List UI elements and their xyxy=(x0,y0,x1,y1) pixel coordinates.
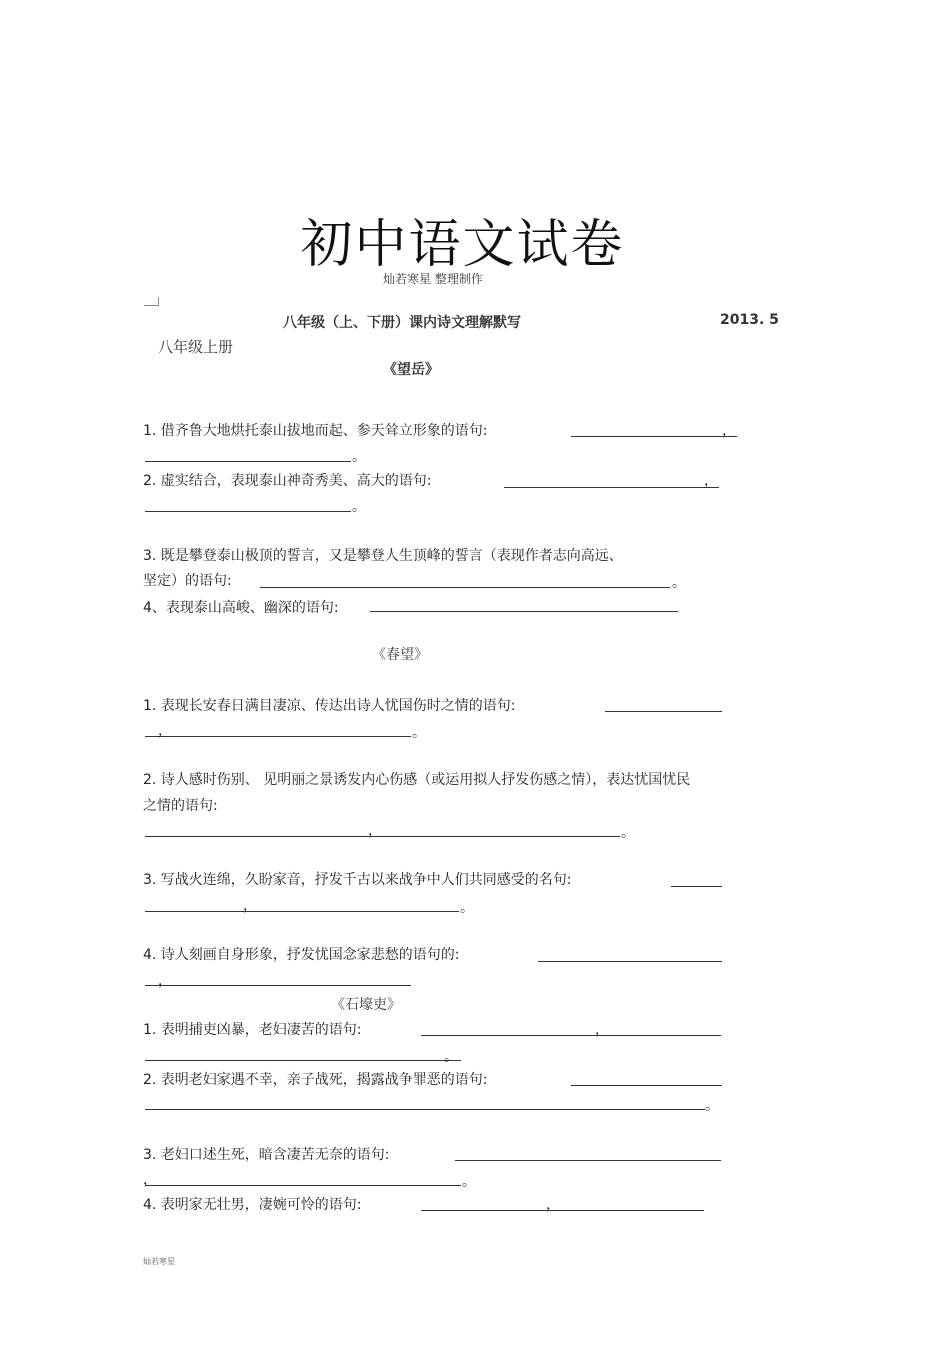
question-text: 2. 表明老妇家遇不幸，亲子战死，揭露战争罪恶的语句: xyxy=(143,1072,488,1088)
period: 。 xyxy=(460,900,474,916)
answer-blank[interactable] xyxy=(605,711,722,712)
comma: ， xyxy=(722,423,736,439)
question-text: 4、表现泰山高峻、幽深的语句: xyxy=(143,600,339,616)
period: 。 xyxy=(352,449,366,465)
answer-blank[interactable] xyxy=(370,611,678,612)
answer-blank[interactable] xyxy=(671,886,722,887)
answer-blank[interactable] xyxy=(145,736,411,737)
question-text-cont: 坚定）的语句: xyxy=(143,573,232,589)
page-title: 初中语文试卷 xyxy=(300,215,625,275)
period: 。 xyxy=(352,499,366,515)
answer-blank[interactable] xyxy=(571,1085,722,1086)
answer-blank[interactable] xyxy=(455,1160,721,1161)
period: 。 xyxy=(412,725,426,741)
period: 。 xyxy=(444,1049,458,1065)
answer-blank[interactable] xyxy=(145,1109,705,1110)
question-text: 1. 表明捕吏凶暴，老妇凄苦的语句: xyxy=(143,1022,362,1038)
period: 。 xyxy=(462,1174,476,1190)
answer-blank[interactable] xyxy=(421,1210,704,1211)
answer-blank[interactable] xyxy=(145,911,459,912)
question-text: 2. 诗人感时伤别、 见明丽之景诱发内心伤感（或运用拟人抒发伤感之情），表达忧国忧民 xyxy=(143,772,691,788)
question-text: 4. 表明家无壮男，凄婉可怜的语句: xyxy=(143,1197,362,1213)
answer-blank[interactable] xyxy=(145,1060,461,1061)
comma: ， xyxy=(143,1172,157,1188)
footer-text: 灿若寒星 xyxy=(143,1257,175,1266)
period: 。 xyxy=(621,825,635,841)
comma: ， xyxy=(704,473,718,489)
comma: ， xyxy=(243,898,257,914)
question-text: 3. 既是攀登泰山极顶的誓言，又是攀登人生顶峰的誓言（表现作者志向高远、 xyxy=(143,548,623,564)
answer-blank[interactable] xyxy=(145,461,351,462)
section-heading: 八年级（上、下册）课内诗文理解默写 xyxy=(283,315,521,331)
date-label: 2013. 5 xyxy=(720,312,779,328)
question-text-cont: 之情的语句: xyxy=(143,798,218,814)
question-text: 3. 老妇口述生死，暗含凄苦无奈的语句: xyxy=(143,1147,390,1163)
answer-blank[interactable] xyxy=(145,511,351,512)
answer-blank[interactable] xyxy=(421,1035,721,1036)
grade-label: 八年级上册 xyxy=(158,338,234,356)
subtitle: 灿若寒星 整理制作 xyxy=(383,272,483,286)
poem-title: 《春望》 xyxy=(372,647,428,663)
answer-blank[interactable] xyxy=(571,436,737,437)
question-text: 2. 虚实结合，表现泰山神奇秀美、高大的语句: xyxy=(143,473,432,489)
comma: ， xyxy=(546,1197,560,1213)
poem-title: 《石壕吏》 xyxy=(331,997,401,1013)
answer-blank[interactable] xyxy=(145,836,620,837)
corner-mark xyxy=(144,297,159,306)
question-text: 3. 写战火连绵，久盼家音，抒发千古以来战争中人们共同感受的名句: xyxy=(143,872,572,888)
answer-blank[interactable] xyxy=(504,487,719,488)
question-text: 1. 借齐鲁大地烘托泰山拔地而起、参天耸立形象的语句: xyxy=(143,423,488,439)
answer-blank[interactable] xyxy=(145,985,411,986)
comma: ， xyxy=(368,823,382,839)
poem-title: 《望岳》 xyxy=(383,362,439,378)
question-text: 1. 表现长安春日满目凄凉、传达出诗人忧国伤时之情的语句: xyxy=(143,698,516,714)
answer-blank[interactable] xyxy=(538,961,722,962)
answer-blank[interactable] xyxy=(145,1185,461,1186)
question-text: 4. 诗人刻画自身形象，抒发忧国念家悲愁的语句的: xyxy=(143,947,460,963)
period: 。 xyxy=(672,575,686,591)
comma: ， xyxy=(158,973,172,989)
period: 。 xyxy=(705,1098,719,1114)
comma: ， xyxy=(595,1022,609,1038)
comma: ， xyxy=(158,723,172,739)
answer-blank[interactable] xyxy=(260,587,670,588)
